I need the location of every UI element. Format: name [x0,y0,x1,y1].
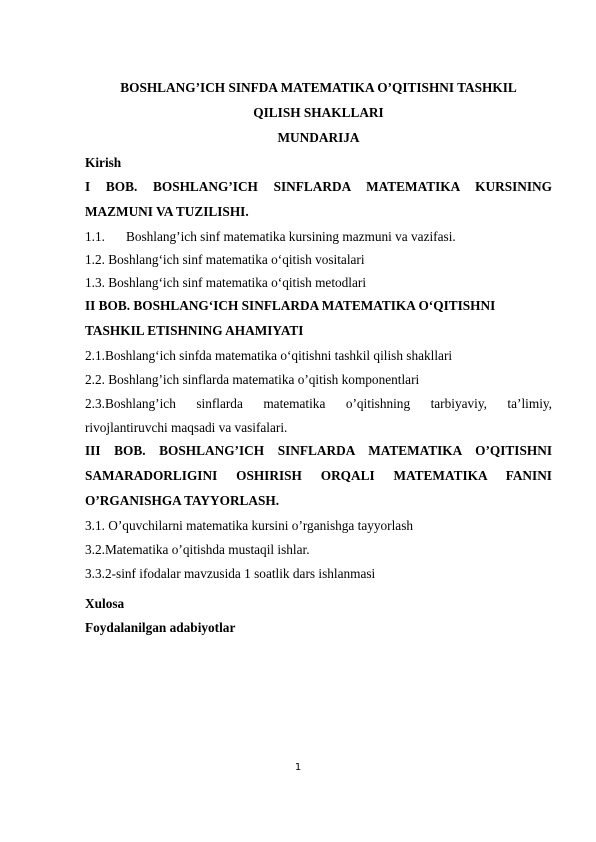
toc-intro: Kirish [85,155,122,170]
contents-heading: MUNDARIJA [277,130,360,145]
toc-section-1-3: 1.3. Boshlang‘ich sinf matematika o‘qitish metodlari [85,275,367,290]
toc-section-2-2: 2.2. Boshlang’ich sinflarda matematika o’qitish komponentlari [85,372,420,387]
toc-section-2-3-line-1: 2.3.Boshlang’ich sinflarda matematika o’qitishning tarbiyaviy, ta’limiy, [85,396,552,411]
toc-chapter-2-line-1: II BOB. BOSHLANG‘ICH SINFLARDA MATEMATIKA O‘QITISHNI [85,298,496,313]
toc-section-1-1-text: Boshlang’ich sinf matematika kursining mazmuni va vazifasi. [125,229,456,244]
toc-chapter-3-line-3: O’RGANISHGA TAYYORLASH. [85,493,280,508]
toc-conclusion: Xulosa [85,596,125,611]
toc-section-2-3-line-2: rivojlantiruvchi maqsadi va vasifalari. [85,420,288,435]
document-title-line-1: BOSHLANG’ICH SINFDA MATEMATIKA O’QITISHNI TASHKIL [120,80,517,95]
toc-section-3-2: 3.2.Matematika o’qitishda mustaqil ishlar. [85,542,310,557]
toc-chapter-1-line-1: I BOB. BOSHLANG’ICH SINFLARDA MATEMATIKA KURSINING [85,179,552,194]
toc-chapter-1-line-2: MAZMUNI VA TUZILISHI. [85,204,249,219]
page-number: 1 [294,762,302,773]
toc-chapter-3-line-1: III BOB. BOSHLANG’ICH SINFLARDA MATEMATIKA O’QITISHNI [85,443,552,458]
toc-section-3-1: 3.1. O’quvchilarni matematika kursini o’rganishga tayyorlash [85,518,414,533]
toc-references: Foydalanilgan adabiyotlar [85,620,236,635]
toc-chapter-3-line-2: SAMARADORLIGINI OSHIRISH ORQALI MATEMATIKA FANINI [85,468,552,483]
toc-chapter-2-line-2: TASHKIL ETISHNING AHAMIYATI [85,323,304,338]
toc-section-3-3: 3.3.2-sinf ifodalar mavzusida 1 soatlik dars ishlanmasi [85,566,376,581]
toc-section-1-1 [85,229,552,245]
document-title-line-2: QILISH SHAKLLARI [253,105,384,120]
toc-section-2-1: 2.1.Boshlang‘ich sinfda matematika o‘qitishni tashkil qilish shakllari [85,348,453,363]
toc-section-1-2: 1.2. Boshlang‘ich sinf matematika o‘qitish vositalari [85,252,365,267]
toc-section-1-1-number: 1.1. [85,229,105,244]
